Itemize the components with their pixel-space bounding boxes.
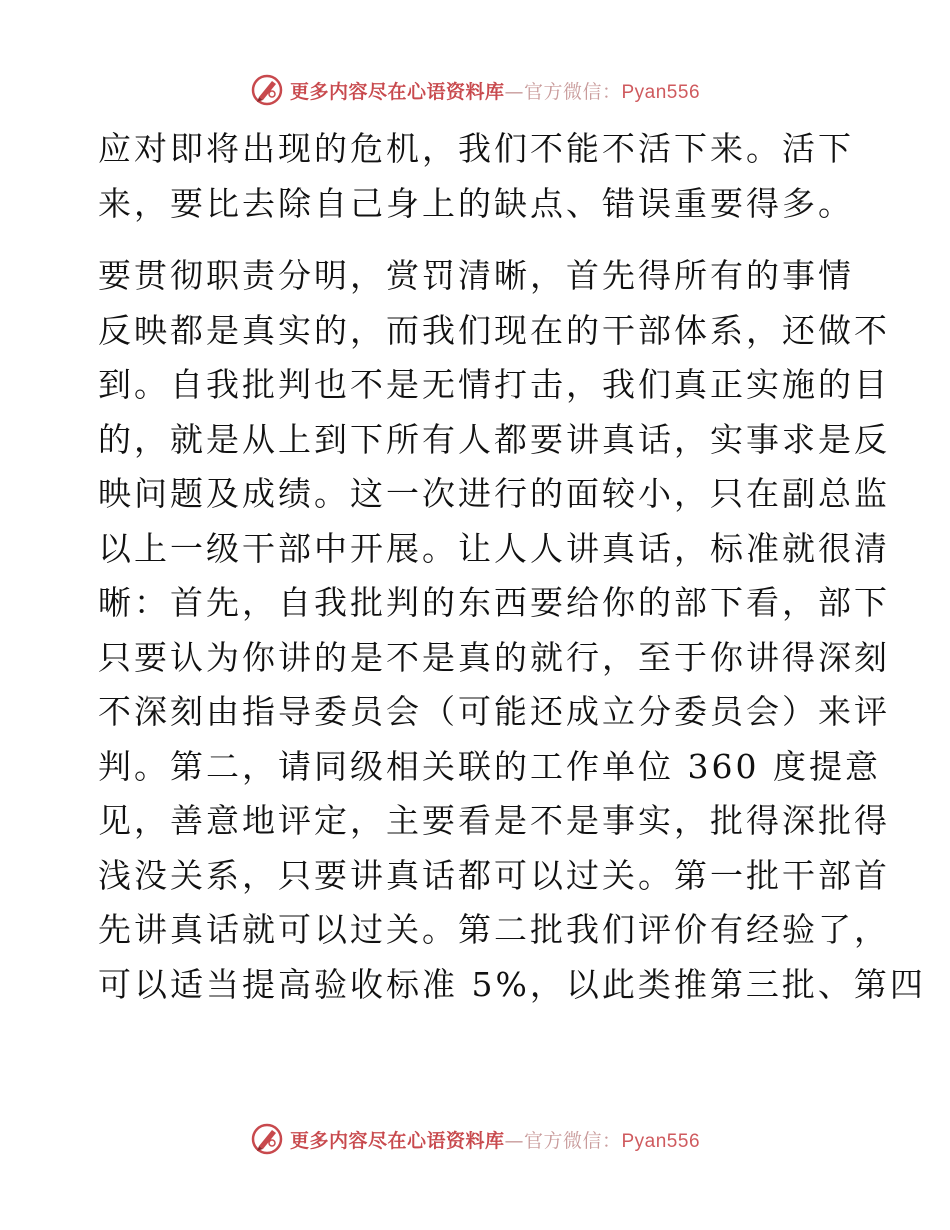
text-line: 应对即将出现的危机，我们不能不活下来。活下 <box>98 129 854 168</box>
text-line: 浅没关系，只要讲真话都可以过关。第一批干部首 <box>98 855 890 895</box>
header-dash: — <box>504 80 524 103</box>
text-line: 以上一级干部中开展。让人人讲真话，标准就很清 <box>98 528 890 568</box>
header-wechat-id: Pyan556 <box>621 81 701 103</box>
pen-logo-icon <box>250 1122 284 1156</box>
footer-banner <box>0 1121 950 1157</box>
footer-wechat-label: 官方微信： <box>523 1129 622 1152</box>
text-line: 先讲真话就可以过关。第二批我们评价有经验了， <box>98 910 890 949</box>
document-body <box>98 122 926 1012</box>
pen-logo-icon <box>250 73 284 107</box>
header-banner <box>0 72 950 108</box>
text-line: 不深刻由指导委员会（可能还成立分委员会）来评 <box>98 692 890 731</box>
paragraph-1 <box>98 122 858 231</box>
text-line: 判。第二，请同级相关联的工作单位 360 度提意 <box>98 746 881 786</box>
footer-dash: — <box>504 1129 524 1152</box>
footer-promo-highlight: 更多内容尽在心语资料库 <box>289 1129 505 1152</box>
text-line: 晰：首先，自我批判的东西要给你的部下看，部下 <box>98 583 890 622</box>
text-line: 只要认为你讲的是不是真的就行，至于你讲得深刻 <box>98 637 890 677</box>
text-line: 来，要比去除自己身上的缺点、错误重要得多。 <box>98 183 854 223</box>
paragraph-2 <box>98 249 926 1012</box>
header-promo <box>290 77 700 104</box>
header-wechat-label: 官方微信： <box>523 80 622 103</box>
footer-promo <box>290 1126 700 1153</box>
text-line: 映问题及成绩。这一次进行的面较小，只在副总监 <box>98 474 890 513</box>
header-promo-highlight: 更多内容尽在心语资料库 <box>289 80 505 103</box>
text-line: 到。自我批判也不是无情打击，我们真正实施的目 <box>98 365 890 404</box>
footer-wechat-id: Pyan556 <box>621 1130 701 1152</box>
text-line: 见，善意地评定，主要看是不是事实，批得深批得 <box>98 801 890 840</box>
text-line: 要贯彻职责分明，赏罚清晰，首先得所有的事情 <box>98 256 854 295</box>
text-line: 的，就是从上到下所有人都要讲真话，实事求是反 <box>98 419 890 459</box>
text-line: 可以适当提高验收标准 5%，以此类推第三批、第四 <box>98 964 926 1004</box>
text-line: 反映都是真实的，而我们现在的干部体系，还做不 <box>98 310 890 350</box>
